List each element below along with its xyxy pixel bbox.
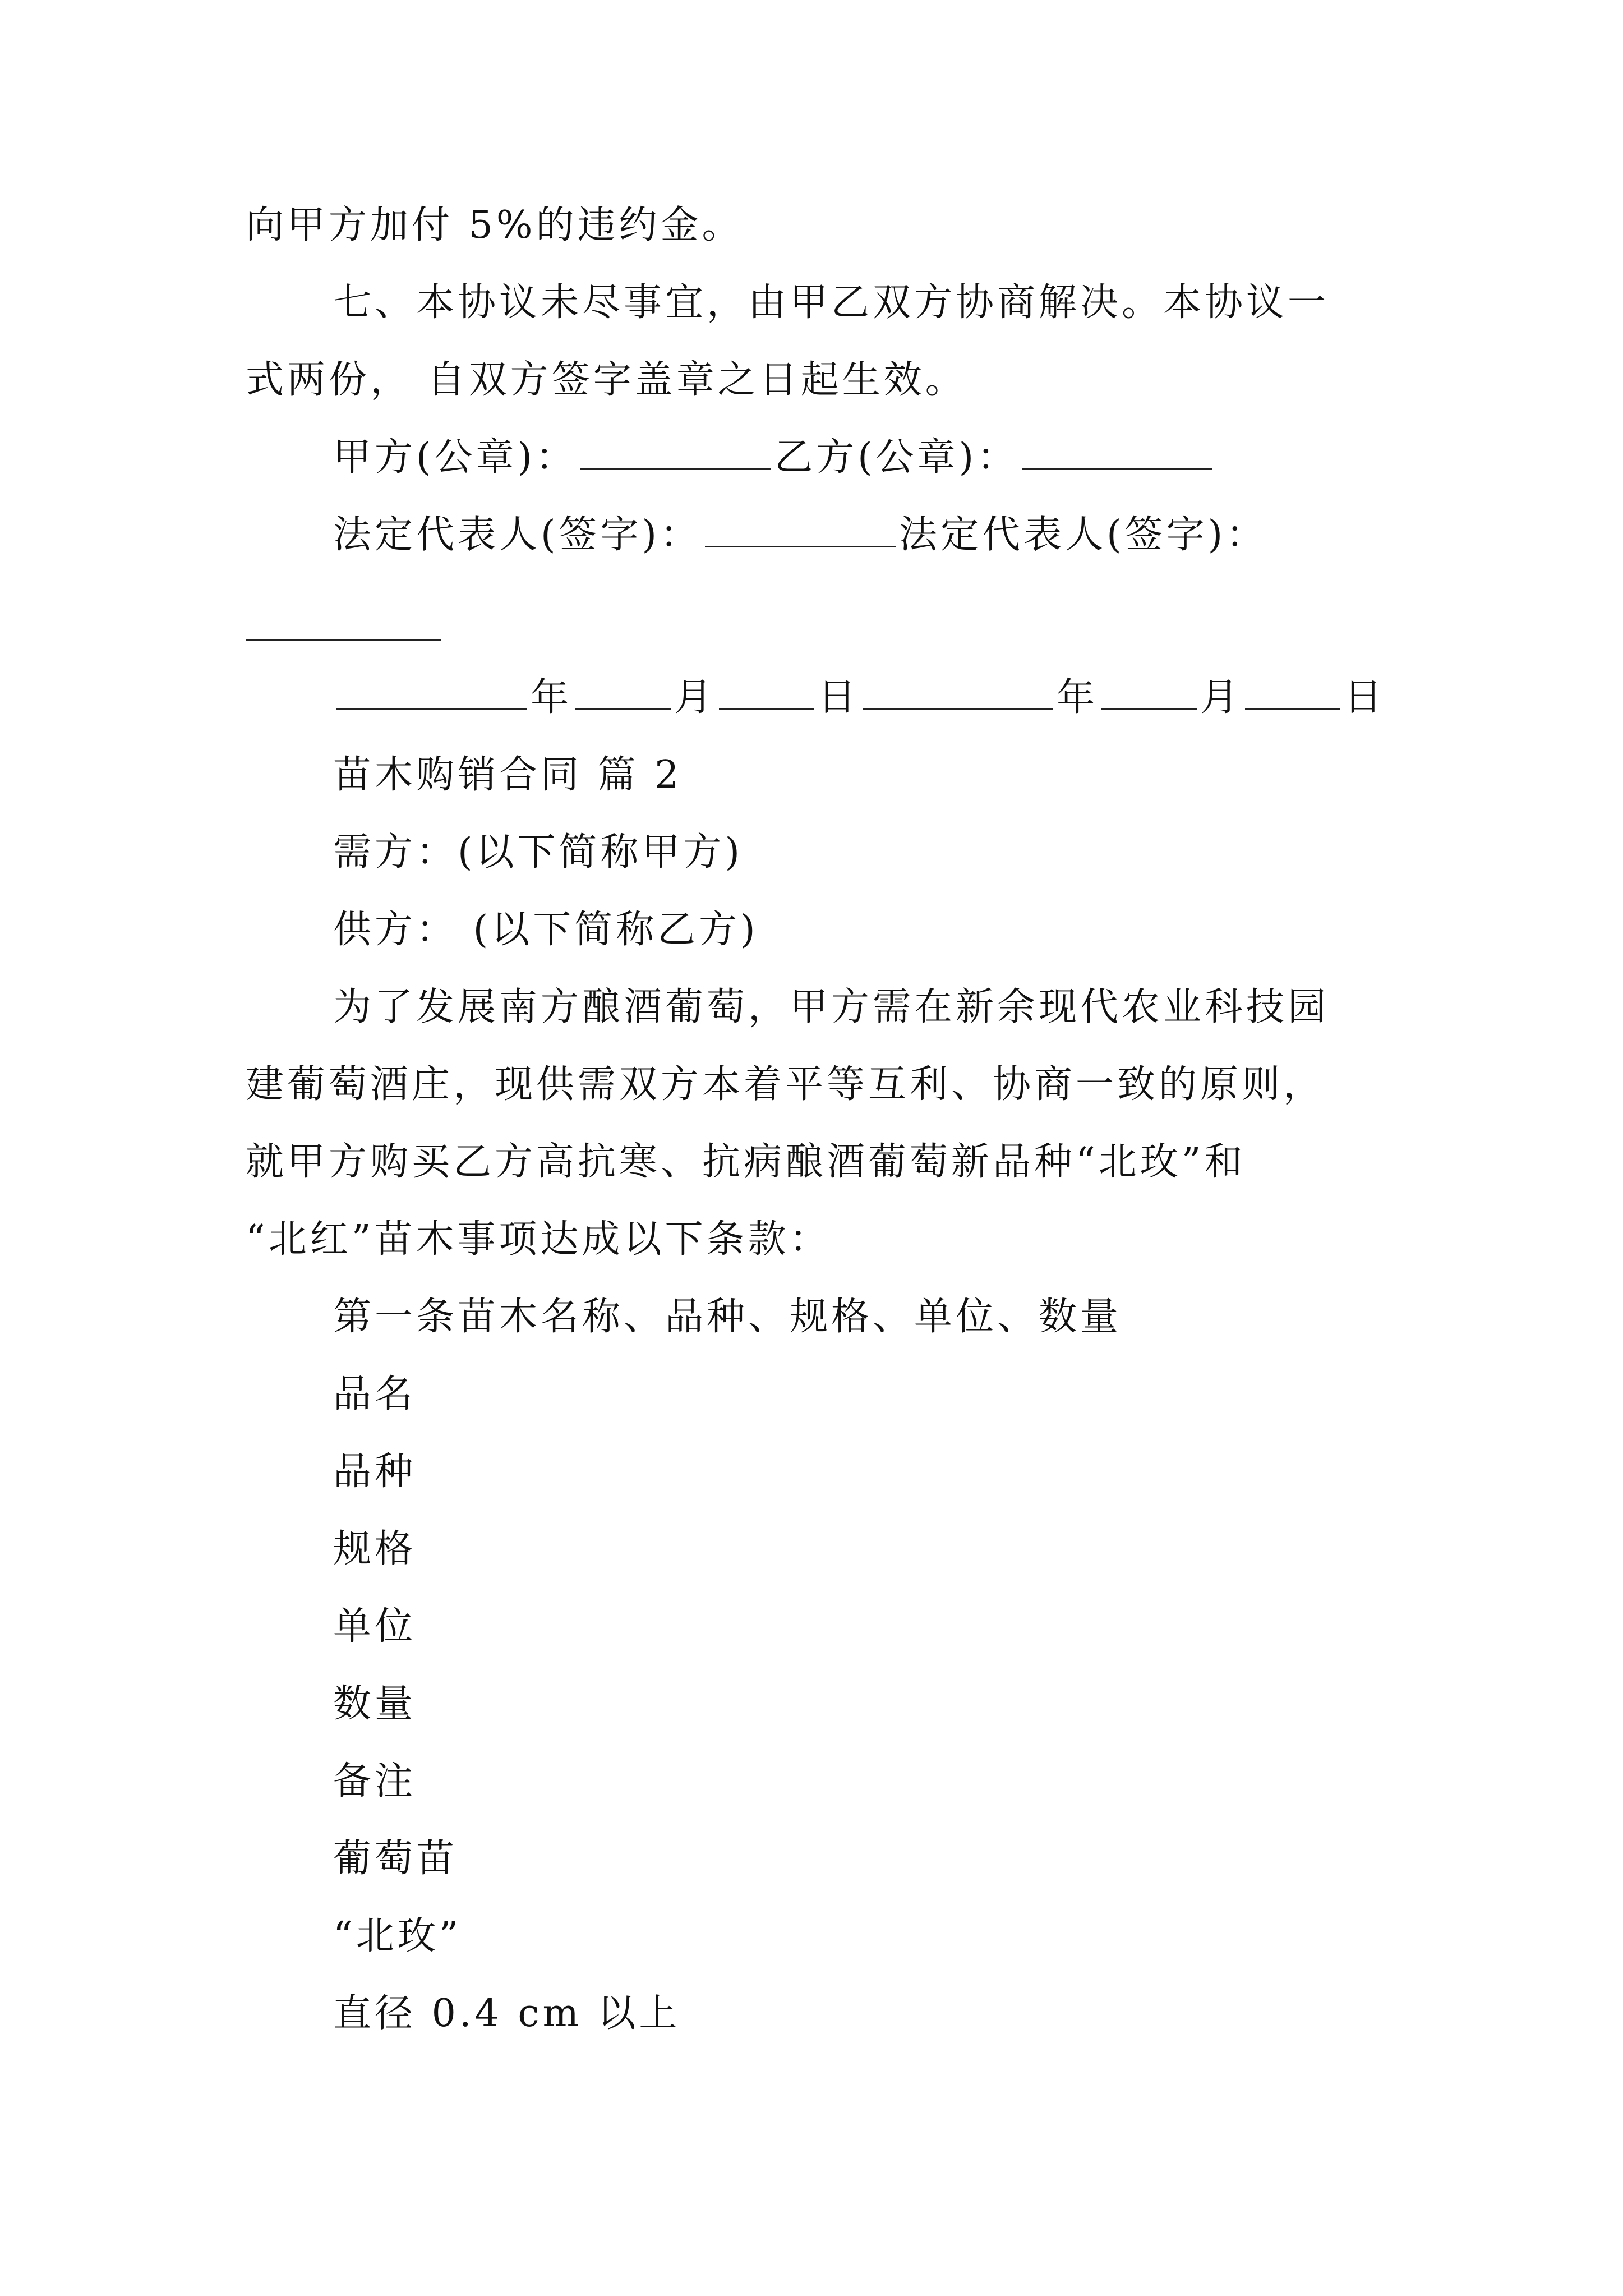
date-line bbox=[333, 671, 1385, 725]
legal-rep-b-label: 法定代表人(签字)： bbox=[899, 513, 1268, 557]
day-a-blank bbox=[719, 675, 814, 710]
text-line-article7: 七、本协议未尽事宜，由甲乙双方协商解决。本协议一 bbox=[333, 280, 1330, 325]
month-b-blank bbox=[1101, 675, 1197, 710]
para-line-2: 建葡萄酒庄，现供需双方本着平等互利、协商一致的原则， bbox=[246, 1062, 1325, 1107]
legal-rep-a-blank bbox=[705, 512, 896, 547]
month-a-blank bbox=[575, 675, 671, 710]
buyer-line: 需方：(以下简称甲方) bbox=[333, 830, 744, 875]
party-b-seal-blank bbox=[1022, 435, 1212, 470]
party-a-seal-label: 甲方(公章)： bbox=[333, 435, 578, 480]
legal-rep-a-label: 法定代表人(签字)： bbox=[333, 513, 702, 557]
item-variety: “北玫” bbox=[333, 1914, 462, 1958]
field-spec: 规格 bbox=[333, 1527, 417, 1571]
para-line-3: 就甲方购买乙方高抗寒、抗病酿酒葡萄新品种“北玫”和 bbox=[246, 1140, 1246, 1184]
year-a-blank bbox=[336, 675, 527, 710]
year-a-label: 年 bbox=[531, 675, 573, 720]
party-a-seal-blank bbox=[580, 435, 771, 470]
supplier-line: 供方： (以下简称乙方) bbox=[333, 908, 759, 952]
field-quantity: 数量 bbox=[333, 1682, 417, 1726]
article-1-heading: 第一条苗木名称、品种、规格、单位、数量 bbox=[333, 1295, 1122, 1339]
para-line-1: 为了发展南方酿酒葡萄，甲方需在新余现代农业科技园 bbox=[333, 985, 1330, 1029]
month-b-label: 月 bbox=[1200, 675, 1242, 720]
field-product-name: 品名 bbox=[333, 1372, 417, 1416]
field-unit: 单位 bbox=[333, 1604, 417, 1649]
item-spec: 直径 0.4 cm 以上 bbox=[333, 1991, 681, 2036]
item-name: 葡萄苗 bbox=[333, 1837, 458, 1881]
day-b-label: 日 bbox=[1344, 675, 1386, 720]
year-b-blank bbox=[863, 675, 1053, 710]
legal-rep-b-blank bbox=[246, 639, 441, 641]
section-title: 苗木购销合同 篇 2 bbox=[333, 753, 683, 797]
year-b-label: 年 bbox=[1057, 675, 1099, 720]
field-variety: 品种 bbox=[333, 1450, 417, 1494]
para-line-4: “北红”苗木事项达成以下条款： bbox=[246, 1217, 831, 1262]
day-a-label: 日 bbox=[818, 675, 860, 720]
text-line-effective: 式两份， 自双方签字盖章之日起生效。 bbox=[246, 358, 967, 402]
month-a-label: 月 bbox=[674, 675, 716, 720]
day-b-blank bbox=[1245, 675, 1340, 710]
field-remarks: 备注 bbox=[333, 1759, 417, 1803]
party-b-seal-label: 乙方(公章)： bbox=[774, 435, 1019, 480]
seal-line bbox=[333, 431, 1216, 485]
legal-rep-line bbox=[333, 508, 1267, 562]
text-line-penalty: 向甲方加付 5%的违约金。 bbox=[246, 203, 744, 247]
